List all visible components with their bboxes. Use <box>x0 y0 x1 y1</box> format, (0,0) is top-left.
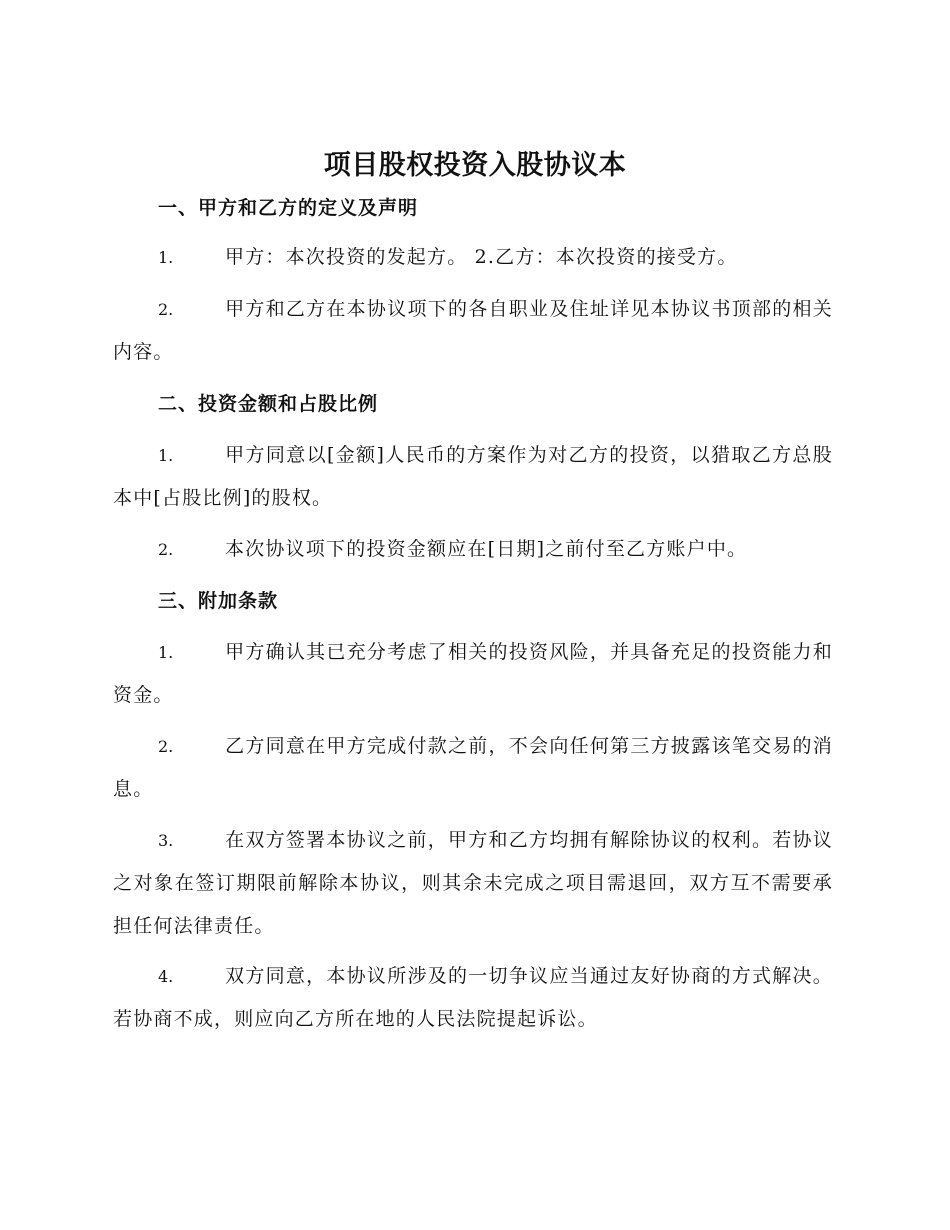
clause-3-1 <box>113 631 833 717</box>
clause-3-4 <box>113 955 833 1041</box>
clause-number: 2. <box>158 300 174 319</box>
clause-text: 在双方签署本协议之前，甲方和乙方均拥有解除协议的权利。若协议之对象在签订期限前解除本协议，则其余未完成之项目需退回，双方互不需要承担任何法律责任。 <box>113 829 833 937</box>
clause-number: 2. <box>158 737 174 756</box>
section-heading-1: 一、甲方和乙方的定义及声明 <box>158 197 419 219</box>
clause-text: 甲方同意以[金额]人民币的方案作为对乙方的投资，以猎取乙方总股本中[占股比例]的股权。 <box>113 444 833 509</box>
clause-1-2 <box>113 288 833 374</box>
clause-1-1 <box>113 236 833 279</box>
clause-2-2 <box>113 528 833 571</box>
clause-text: 甲方确认其已充分考虑了相关的投资风险，并具备充足的投资能力和资金。 <box>113 641 833 706</box>
document-title: 项目股权投资入股协议本 <box>323 150 627 181</box>
clause-number: 4. <box>158 967 174 986</box>
clause-text: 乙方同意在甲方完成付款之前，不会向任何第三方披露该笔交易的消息。 <box>113 735 833 800</box>
clause-3-3 <box>113 819 833 948</box>
clause-number: 1. <box>158 643 174 662</box>
clause-number: 1. <box>158 248 174 267</box>
clause-number: 1. <box>158 446 174 465</box>
clause-3-2 <box>113 725 833 811</box>
section-heading-3: 三、附加条款 <box>158 590 279 612</box>
clause-number: 2. <box>158 540 174 559</box>
clause-number: 3. <box>158 831 174 850</box>
clause-text: 本次协议项下的投资金额应在[日期]之前付至乙方账户中。 <box>225 538 748 560</box>
clause-text: 甲方：本次投资的发起方。 2.乙方：本次投资的接受方。 <box>225 246 738 268</box>
clause-text: 甲方和乙方在本协议项下的各自职业及住址详见本协议书顶部的相关内容。 <box>113 298 833 363</box>
clause-text: 双方同意，本协议所涉及的一切争议应当通过友好协商的方式解决。若协商不成，则应向乙方所在地的人民法院提起诉讼。 <box>113 965 833 1030</box>
clause-2-1 <box>113 434 833 520</box>
section-heading-2: 二、投资金额和占股比例 <box>158 393 379 415</box>
